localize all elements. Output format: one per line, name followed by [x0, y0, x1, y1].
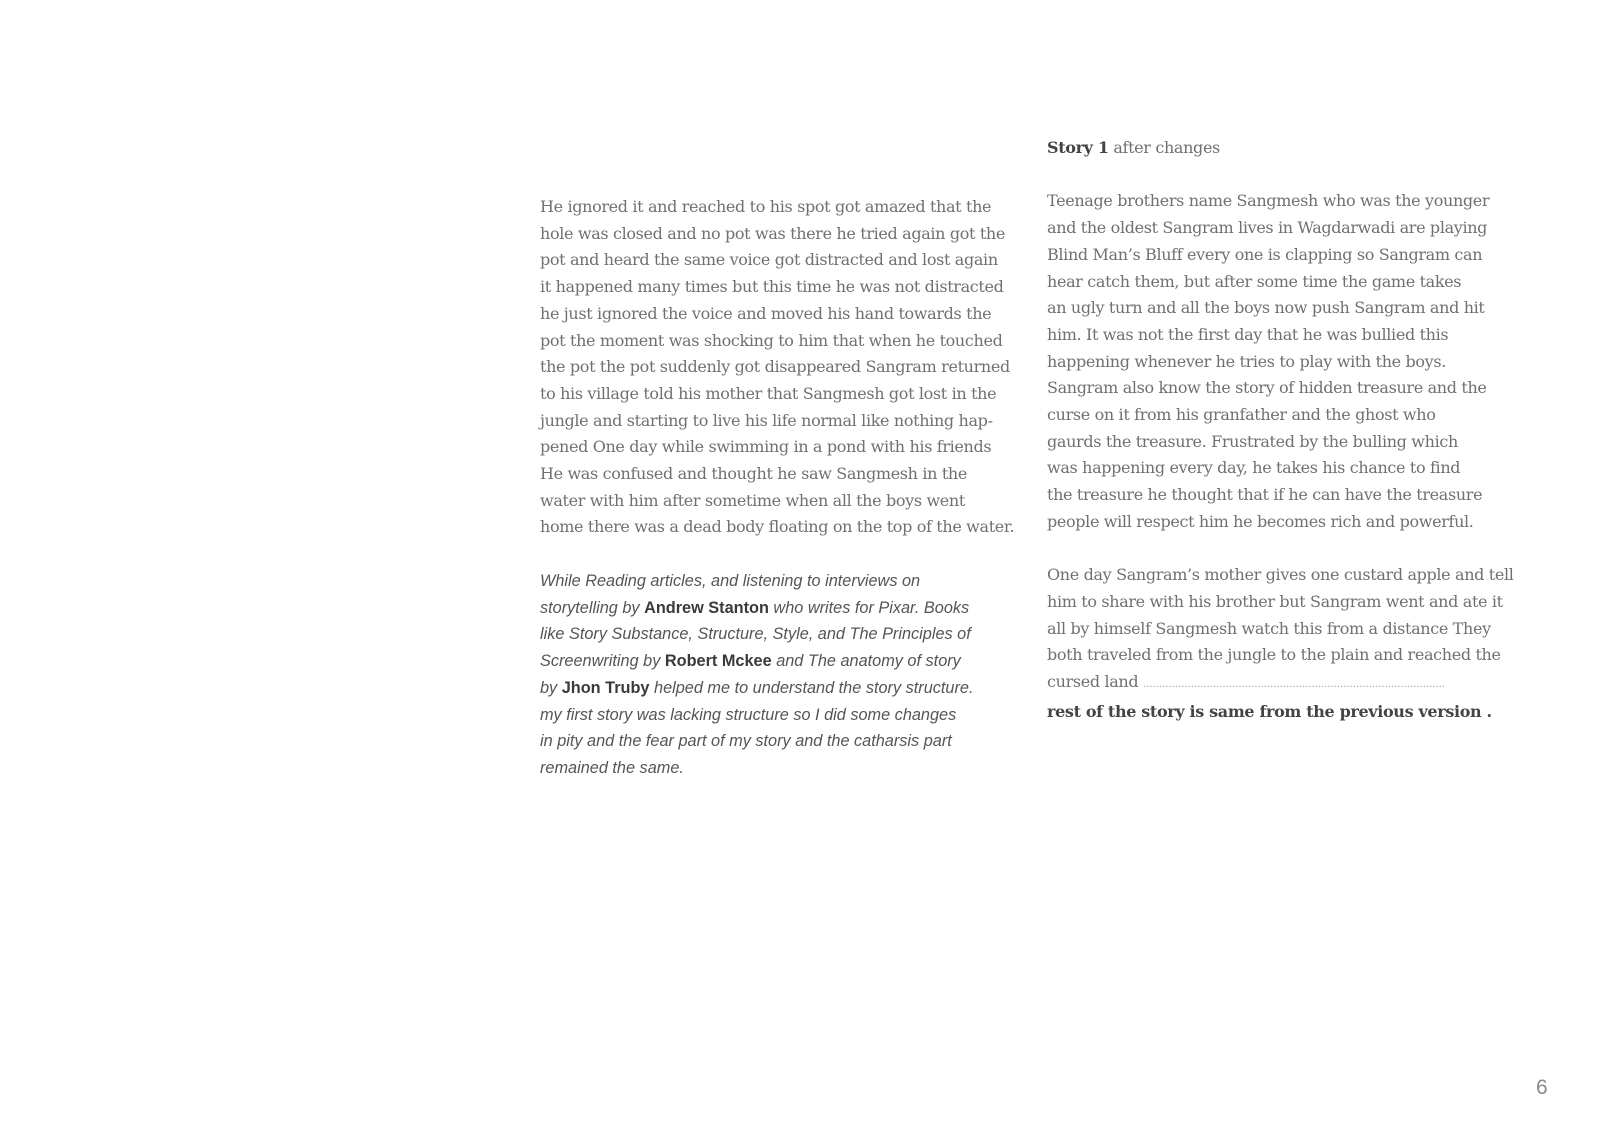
left-story-column — [540, 194, 1040, 541]
story-line: was happening every day, he takes his chance to find — [1047, 458, 1461, 478]
section-heading: Story 1 after changes — [1047, 138, 1220, 157]
story-line: and the oldest Sangram lives in Wagdarwadi are playing — [1047, 218, 1488, 238]
closing-note: rest of the story is same from the previous version . — [1047, 701, 1492, 721]
story-line: pot and heard the same voice got distracted and lost again — [540, 250, 998, 270]
author-robert-mckee: Robert Mckee — [664, 652, 772, 671]
author-andrew-stanton: Andrew Stanton — [644, 598, 769, 617]
note-line: remained the same. — [540, 758, 684, 777]
story-line: Blind Man’s Bluff every one is clapping so Sangram can — [1047, 244, 1483, 264]
note-line: storytelling by Andrew Stanton who writes for Pixar. Books — [540, 598, 970, 617]
story-line: Sangram also know the story of hidden treasure and the — [1047, 378, 1487, 398]
story-line: cursed land ............................................................................................... — [1047, 672, 1445, 692]
story-line: pot the moment was shocking to him that when he touched — [540, 330, 1003, 350]
story-line: He was confused and thought he saw Sangmesh in the — [540, 464, 967, 484]
story-line: to his village told his mother that Sangmesh got lost in the — [540, 383, 997, 403]
page-number: 6 — [1536, 1076, 1548, 1099]
story-line: both traveled from the jungle to the plain and reached the — [1047, 645, 1501, 665]
story-line: it happened many times but this time he was not distracted — [540, 277, 1004, 297]
note-line: in pity and the fear part of my story and the catharsis part — [540, 732, 952, 751]
dotted-leader: ............................................................................................... — [1143, 679, 1445, 691]
story-line: He ignored it and reached to his spot got amazed that the — [540, 197, 992, 216]
story-line: happening whenever he tries to play with the boys. — [1047, 351, 1446, 371]
story-line: water with him after sometime when all the boys went — [540, 490, 965, 510]
story-line: hear catch them, but after some time the game takes — [1047, 271, 1462, 291]
story-line: curse on it from his granfather and the ghost who — [1047, 405, 1436, 425]
story-line: all by himself Sangmesh watch this from a distance They — [1047, 618, 1491, 638]
story-line: an ugly turn and all the boys now push Sangram and hit — [1047, 298, 1485, 318]
research-note — [540, 568, 1010, 782]
story-line: home there was a dead body floating on the top of the water. — [540, 517, 1015, 537]
right-story-column — [1047, 135, 1567, 725]
story-line: gaurds the treasure. Frustrated by the bulling which — [1047, 431, 1458, 451]
story-line: he just ignored the voice and moved his hand towards the — [540, 303, 992, 323]
story-line: hole was closed and no pot was there he tried again got the — [540, 223, 1006, 243]
story-line: him to share with his brother but Sangram went and ate it — [1047, 591, 1503, 611]
story-line: Teenage brothers name Sangmesh who was the younger — [1047, 191, 1490, 211]
story-line: One day Sangram’s mother gives one custard apple and tell — [1047, 565, 1514, 585]
story-line: him. It was not the first day that he was bullied this — [1047, 324, 1449, 344]
story-line: jungle and starting to live his life normal like nothing hap- — [540, 410, 993, 430]
story-line: pened One day while swimming in a pond with his friends — [540, 437, 992, 457]
story-line: people will respect him he becomes rich and powerful. — [1047, 511, 1474, 531]
note-line: Screenwriting by Robert Mckee and The anatomy of story — [540, 652, 961, 671]
note-line: While Reading articles, and listening to interviews on — [540, 572, 921, 590]
story-line: the treasure he thought that if he can have the treasure — [1047, 485, 1483, 505]
note-line: by Jhon Truby helped me to understand the story structure. — [540, 678, 974, 697]
note-line: my first story was lacking structure so I did some changes — [540, 705, 957, 724]
author-jhon-truby: Jhon Truby — [561, 678, 650, 697]
note-line: like Story Substance, Structure, Style, and The Principles of — [540, 625, 971, 644]
story-line: the pot the pot suddenly got disappeared Sangram returned — [540, 357, 1010, 377]
